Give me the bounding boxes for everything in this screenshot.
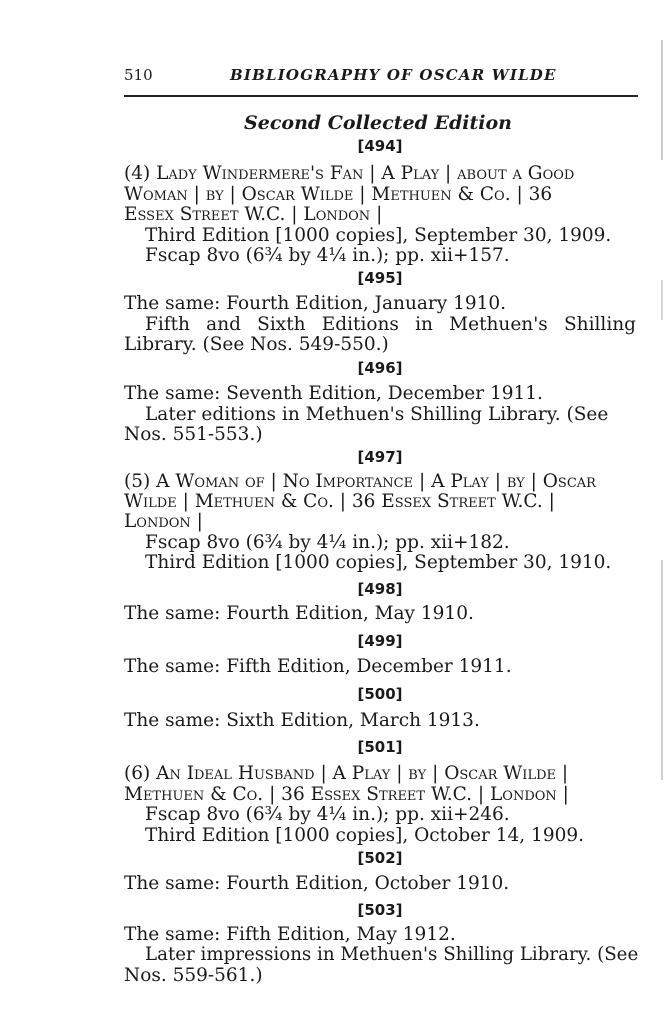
section-title: Second Collected Edition — [244, 112, 512, 134]
entry-number-502: [502] — [357, 849, 403, 867]
edition-note: The same: Fifth Edition, December 1911. — [124, 656, 512, 677]
scan-edge-mark — [661, 560, 663, 780]
running-title: BIBLIOGRAPHY OF OSCAR WILDE — [230, 66, 557, 84]
entry-title-line: (5) A Woman of | No Importance | A Play | by | Oscar — [124, 471, 596, 492]
edition-note: Later editions in Methuen's Shilling Library. (See — [145, 404, 609, 425]
entry-title-line: Essex Street W.C. | London | — [124, 204, 383, 225]
scan-edge-mark — [661, 40, 663, 160]
entry-number-498: [498] — [357, 580, 403, 598]
entry-title-line: (4) Lady Windermere's Fan | A Play | about a Good — [124, 163, 575, 184]
edition-note: The same: Seventh Edition, December 1911. — [124, 383, 543, 404]
edition-note: The same: Fifth Edition, May 1912. — [124, 924, 456, 945]
edition-note: Library. (See Nos. 549-550.) — [124, 334, 389, 355]
page-header — [124, 66, 638, 88]
entry-number-501: [501] — [357, 738, 403, 756]
format-note: Fscap 8vo (6¾ by 4¼ in.); pp. xii+246. — [145, 804, 510, 825]
entry-title-line: Methuen & Co. | 36 Essex Street W.C. | London | — [124, 784, 569, 805]
edition-note: The same: Fourth Edition, January 1910. — [124, 293, 507, 314]
entry-title-line: London | — [124, 511, 203, 532]
entry-title-line: Woman | by | Oscar Wilde | Methuen & Co. | 36 — [124, 184, 553, 205]
format-note: Fscap 8vo (6¾ by 4¼ in.); pp. xii+182. — [145, 532, 510, 553]
entry-number-495: [495] — [357, 269, 403, 287]
edition-note: The same: Fourth Edition, October 1910. — [124, 873, 510, 894]
entry-number-496: [496] — [357, 359, 403, 377]
edition-note: Nos. 559-561.) — [124, 965, 263, 986]
entry-number-494: [494] — [357, 137, 403, 155]
edition-note: Third Edition [1000 copies], September 30, 1909. — [145, 225, 612, 246]
edition-note: Nos. 551-553.) — [124, 424, 263, 445]
edition-note: Later impressions in Methuen's Shilling Library. (See — [145, 944, 639, 965]
entry-number-497: [497] — [357, 448, 403, 466]
edition-note: Third Edition [1000 copies], October 14, 1909. — [145, 825, 585, 846]
entry-number-499: [499] — [357, 632, 403, 650]
edition-note: Fifth and Sixth Editions in Methuen's Shilling — [145, 314, 636, 335]
entry-number-503: [503] — [357, 901, 403, 919]
format-note: Fscap 8vo (6¾ by 4¼ in.); pp. xii+157. — [145, 245, 510, 266]
edition-note: Third Edition [1000 copies], September 30, 1910. — [145, 552, 612, 573]
entry-number-500: [500] — [357, 685, 403, 703]
scan-edge-mark — [661, 280, 663, 320]
edition-note: The same: Sixth Edition, March 1913. — [124, 710, 480, 731]
edition-note: The same: Fourth Edition, May 1910. — [124, 603, 474, 624]
entry-title-line: (6) An Ideal Husband | A Play | by | Oscar Wilde | — [124, 763, 569, 784]
page-number: 510 — [124, 66, 153, 84]
header-rule — [124, 95, 638, 97]
entry-title-line: Wilde | Methuen & Co. | 36 Essex Street W.C. | — [124, 491, 555, 512]
